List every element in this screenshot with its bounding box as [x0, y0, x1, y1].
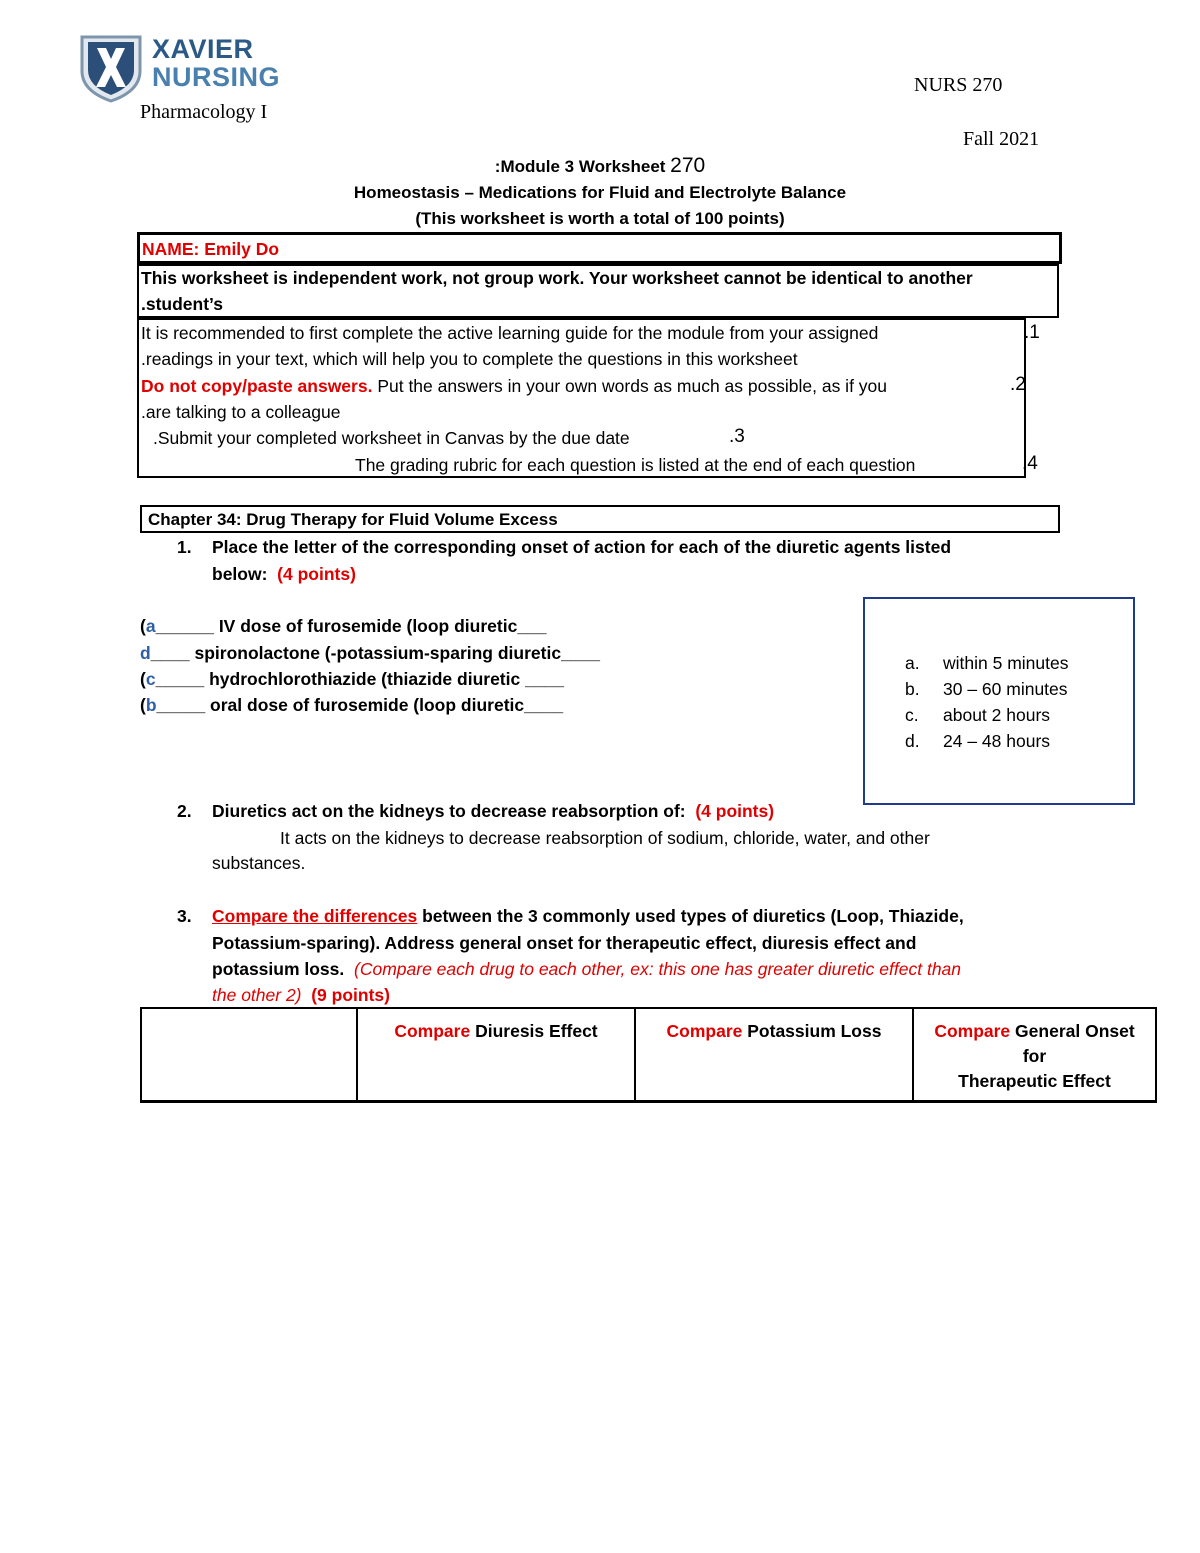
compare-word: Compare: [666, 1021, 743, 1041]
therapeutic-effect-label: Therapeutic Effect: [958, 1071, 1111, 1091]
q3-italic-note-1: (Compare each drug to each other, ex: this one has greater diuretic effect than: [354, 959, 962, 979]
onset-options-box: [863, 597, 1135, 805]
chapter-heading: Chapter 34: Drug Therapy for Fluid Volume Excess: [148, 510, 558, 529]
header-potassium-loss: [635, 1008, 913, 1102]
q1-item-1-answer[interactable]: a: [145, 616, 156, 636]
option-b-letter: b.: [905, 679, 920, 699]
option-d-letter: d.: [905, 731, 920, 751]
notice-line-1: This worksheet is independent work, not group work. Your worksheet cannot be identical to another: [141, 268, 973, 288]
option-a: [905, 653, 1068, 674]
q3-points: (9 points): [311, 985, 390, 1005]
q1-item-3-answer[interactable]: c: [145, 669, 156, 689]
q3-text-line-1-rest: between the 3 commonly used types of diuretics (Loop, Thiazide,: [417, 906, 964, 926]
q1-item-4-prefix: (: [140, 695, 146, 715]
worksheet-subtitle: Homeostasis – Medications for Fluid and Electrolyte Balance: [353, 183, 847, 202]
instruction-2-rest: Put the answers in your own words as much as possible, as if you: [372, 376, 888, 396]
q3-text-line-3: [212, 959, 961, 980]
instruction-2-line-1: [141, 376, 887, 397]
q1-item-1: [140, 616, 547, 637]
instruction-2-number: .2: [1010, 374, 1026, 395]
table-header-row: [141, 1008, 1156, 1102]
worksheet-title-number: 270: [670, 154, 706, 177]
q1-item-1-prefix: (: [140, 616, 146, 636]
term: Fall 2021: [963, 128, 1040, 150]
q1-item-4: [140, 695, 563, 716]
comparison-table: [140, 1007, 1157, 1103]
worksheet-title: [0, 154, 1200, 178]
compare-word: Compare: [394, 1021, 471, 1041]
logo-text-nursing: NURSING: [152, 62, 281, 92]
q1-item-1-text: ______ IV dose of furosemide (loop diuretic___: [155, 616, 547, 636]
q3-text-line-2: Potassium-sparing). Address general onset for therapeutic effect, diuresis effect and: [212, 933, 917, 953]
q1-points: (4 points): [277, 564, 356, 584]
q1-item-3-text: _____ hydrochlorothiazide (thiazide diuretic ____: [155, 669, 565, 689]
q1-item-2: [140, 643, 600, 664]
option-c-text: about 2 hours: [943, 705, 1051, 725]
q1-item-3: [140, 669, 564, 690]
xavier-shield-logo: [78, 33, 144, 103]
diuresis-effect-label: Diuresis Effect: [475, 1021, 598, 1041]
general-onset-label: General Onset for: [1015, 1021, 1135, 1066]
instruction-1-line-1: It is recommended to first complete the active learning guide for the module from your assigned: [141, 323, 879, 343]
option-c-letter: c.: [905, 705, 919, 725]
q2-points: (4 points): [695, 801, 775, 821]
table-corner-cell[interactable]: [141, 1008, 357, 1102]
worksheet-points-note: (This worksheet is worth a total of 100 points): [415, 209, 785, 228]
q1-number: 1.: [177, 537, 192, 557]
q1-text-line-2: [212, 564, 356, 585]
q1-item-2-text: ____ spironolactone (-potassium-sparing diuretic____: [150, 643, 600, 663]
instruction-1-line-2: .readings in your text, which will help you to complete the questions in this worksheet: [141, 349, 798, 369]
q3-text-line-4: [212, 985, 390, 1006]
instruction-4-text: The grading rubric for each question is listed at the end of each question: [355, 455, 916, 475]
worksheet-title-prefix: :Module 3 Worksheet: [494, 157, 666, 176]
q2-question: Diuretics act on the kidneys to decrease reabsorption of:: [212, 801, 686, 821]
option-d-text: 24 – 48 hours: [943, 731, 1051, 751]
compare-word: Compare: [934, 1021, 1011, 1041]
instruction-1-number: .1: [1024, 322, 1040, 343]
q1-below-label: below:: [212, 564, 268, 584]
student-name: NAME: Emily Do: [142, 239, 280, 259]
q3-number: 3.: [177, 906, 192, 926]
option-a-letter: a.: [905, 653, 920, 673]
instruction-3-number: .3: [729, 426, 745, 447]
option-b-text: 30 – 60 minutes: [943, 679, 1068, 699]
instruction-4-number: .4: [1022, 453, 1038, 474]
option-c: [905, 705, 1050, 726]
header-diuresis-effect: [357, 1008, 635, 1102]
instruction-2-line-2: .are talking to a colleague: [141, 402, 341, 422]
header-general-onset: [913, 1008, 1156, 1102]
notice-line-2: .student’s: [141, 294, 223, 314]
q2-number: 2.: [177, 801, 192, 821]
potassium-loss-label: Potassium Loss: [747, 1021, 882, 1041]
q2-answer-line-1[interactable]: It acts on the kidneys to decrease reabsorption of sodium, chloride, water, and other: [280, 828, 930, 848]
q1-item-4-text: _____ oral dose of furosemide (loop diuretic____: [156, 695, 564, 715]
option-a-text: within 5 minutes: [943, 653, 1069, 673]
q1-item-3-prefix: (: [140, 669, 146, 689]
q1-text-line-1: Place the letter of the corresponding onset of action for each of the diuretic agents listed: [212, 537, 952, 557]
no-copy-warning: Do not copy/paste answers.: [141, 376, 373, 396]
instruction-3-text: .Submit your completed worksheet in Canvas by the due date: [153, 428, 630, 448]
q2-text: [212, 801, 774, 822]
course-code: NURS 270: [914, 74, 1003, 96]
q3-italic-note-2: the other 2): [212, 985, 302, 1005]
q1-item-4-answer[interactable]: b: [145, 695, 157, 715]
q3-potassium-loss: potassium loss.: [212, 959, 345, 979]
q3-compare-differences: Compare the differences: [212, 906, 418, 926]
course-name: Pharmacology I: [140, 101, 268, 123]
option-b: [905, 679, 1068, 700]
option-d: [905, 731, 1050, 752]
logo-text-xavier: XAVIER: [152, 34, 254, 64]
q2-answer-line-2[interactable]: substances.: [212, 853, 306, 873]
q3-text-line-1: [212, 906, 964, 927]
q1-item-2-answer[interactable]: d: [140, 643, 151, 663]
